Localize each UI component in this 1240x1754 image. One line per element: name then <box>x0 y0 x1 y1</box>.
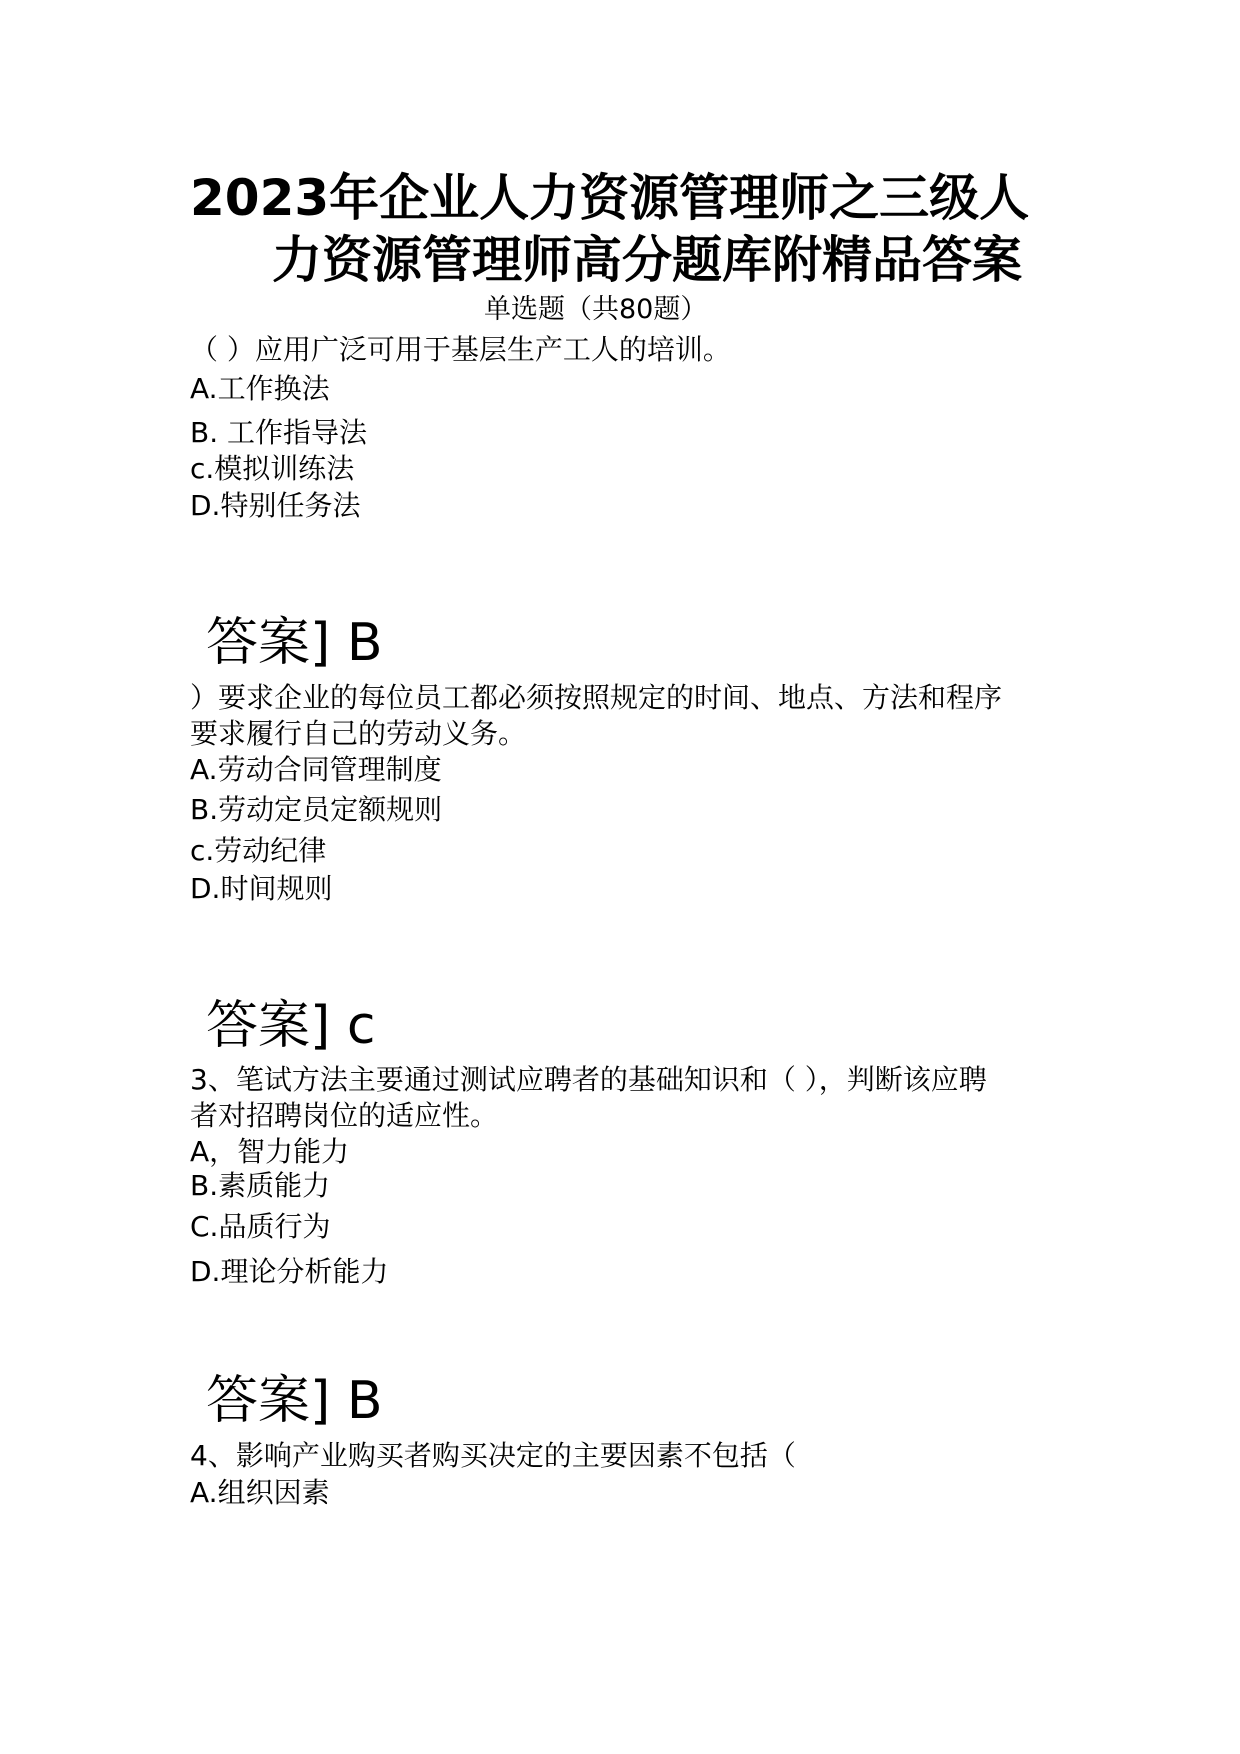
question-2-option-b: B.劳动定员定额规则 <box>190 793 443 826</box>
question-3-stem-line-1: 3、笔试方法主要通过测试应聘者的基础知识和（ ），判断该应聘 <box>190 1063 987 1096</box>
question-2-stem-line-2: 要求履行自己的劳动义务。 <box>190 717 527 750</box>
question-2-option-a: A.劳动合同管理制度 <box>190 753 442 786</box>
question-1-option-a: A.工作换法 <box>190 372 330 405</box>
question-4-stem: 4、影响产业购买者购买决定的主要因素不包括（ <box>190 1439 796 1472</box>
question-1-option-d: D.特别任务法 <box>190 489 361 522</box>
question-3-stem-line-2: 者对招聘岗位的适应性。 <box>190 1099 499 1132</box>
question-3-option-d: D.理论分析能力 <box>190 1255 389 1288</box>
question-1-option-b: B. 工作指导法 <box>190 416 368 449</box>
question-3-option-a: A，智力能力 <box>190 1135 350 1168</box>
question-1-option-c: c.模拟训练法 <box>190 452 355 485</box>
question-1-stem: （ ）应用广泛可用于基层生产工人的培训。 <box>190 333 731 366</box>
question-3-answer: 答案] B <box>206 1371 383 1431</box>
document-title-line-2: 力资源管理师高分题库附精品答案 <box>272 231 1022 289</box>
question-4-option-a: A.组织因素 <box>190 1476 330 1509</box>
question-2-stem-line-1: ）要求企业的每位员工都必须按照规定的时间、地点、方法和程序 <box>190 681 1003 714</box>
question-2-answer: 答案] c <box>206 996 376 1056</box>
section-heading: 单选题（共80题） <box>484 294 708 325</box>
question-1-answer: 答案] B <box>206 613 383 673</box>
question-2-option-d: D.时间规则 <box>190 872 333 905</box>
question-3-option-c: C.品质行为 <box>190 1210 331 1243</box>
question-2-option-c: c.劳动纪律 <box>190 834 327 867</box>
document-title-line-1: 2023年企业人力资源管理师之三级人 <box>190 169 1030 227</box>
question-3-option-b: B.素质能力 <box>190 1169 331 1202</box>
